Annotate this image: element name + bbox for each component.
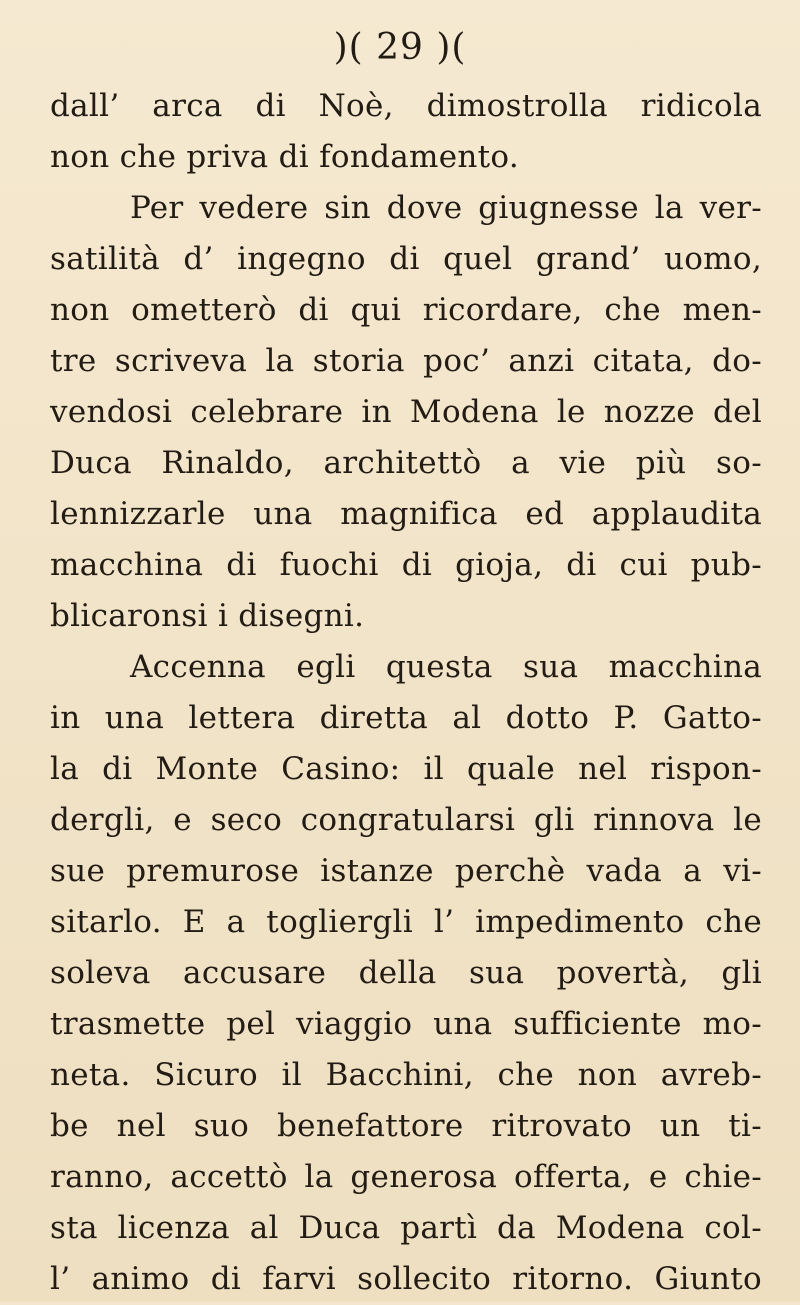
text-line: satilità d’ ingegno di quel grand’ uomo, — [50, 241, 762, 277]
text-line: neta. Sicuro il Bacchini, che non avreb- — [50, 1057, 762, 1093]
text-line: sue premurose istanze perchè vada a vi- — [50, 853, 762, 889]
text-line: blicaronsi i disegni. — [50, 598, 365, 634]
text-line: tre scriveva la storia poc’ anzi citata, do- — [50, 343, 762, 379]
text-line: Duca Rinaldo, architettò a vie più so- — [50, 445, 762, 481]
text-line: ranno, accettò la generosa offerta, e chie- — [50, 1159, 762, 1195]
text-line: sitarlo. E a togliergli l’ impedimento che — [50, 904, 762, 940]
text-line: dergli, e seco congratularsi gli rinnova le — [50, 802, 762, 838]
page-number-header: )( 29 )( — [333, 27, 467, 68]
text-line: soleva accusare della sua povertà, gli — [50, 955, 762, 991]
text-line: la di Monte Casino: il quale nel rispon- — [50, 751, 762, 787]
text-line: dall’ arca di Noè, dimostrolla ridicola — [50, 88, 762, 124]
text-line: trasmette pel viaggio una sufficiente mo- — [50, 1006, 762, 1042]
text-line: be nel suo benefattore ritrovato un ti- — [50, 1108, 762, 1144]
text-line: Per vedere sin dove giugnesse la ver- — [130, 190, 762, 226]
text-line: sta licenza al Duca partì da Modena col- — [50, 1210, 762, 1246]
text-line: l’ animo di farvi sollecito ritorno. Giunto — [50, 1261, 762, 1297]
text-line: non ometterò di qui ricordare, che men- — [50, 292, 762, 328]
text-line: Accenna egli questa sua macchina — [130, 649, 762, 685]
text-line: lennizzarle una magnifica ed applaudita — [50, 496, 762, 532]
text-line: non che priva di fondamento. — [50, 139, 519, 175]
text-line: macchina di fuochi di gioja, di cui pub- — [50, 547, 762, 583]
text-line: vendosi celebrare in Modena le nozze del — [50, 394, 762, 430]
text-line: in una lettera diretta al dotto P. Gatto- — [50, 700, 762, 736]
